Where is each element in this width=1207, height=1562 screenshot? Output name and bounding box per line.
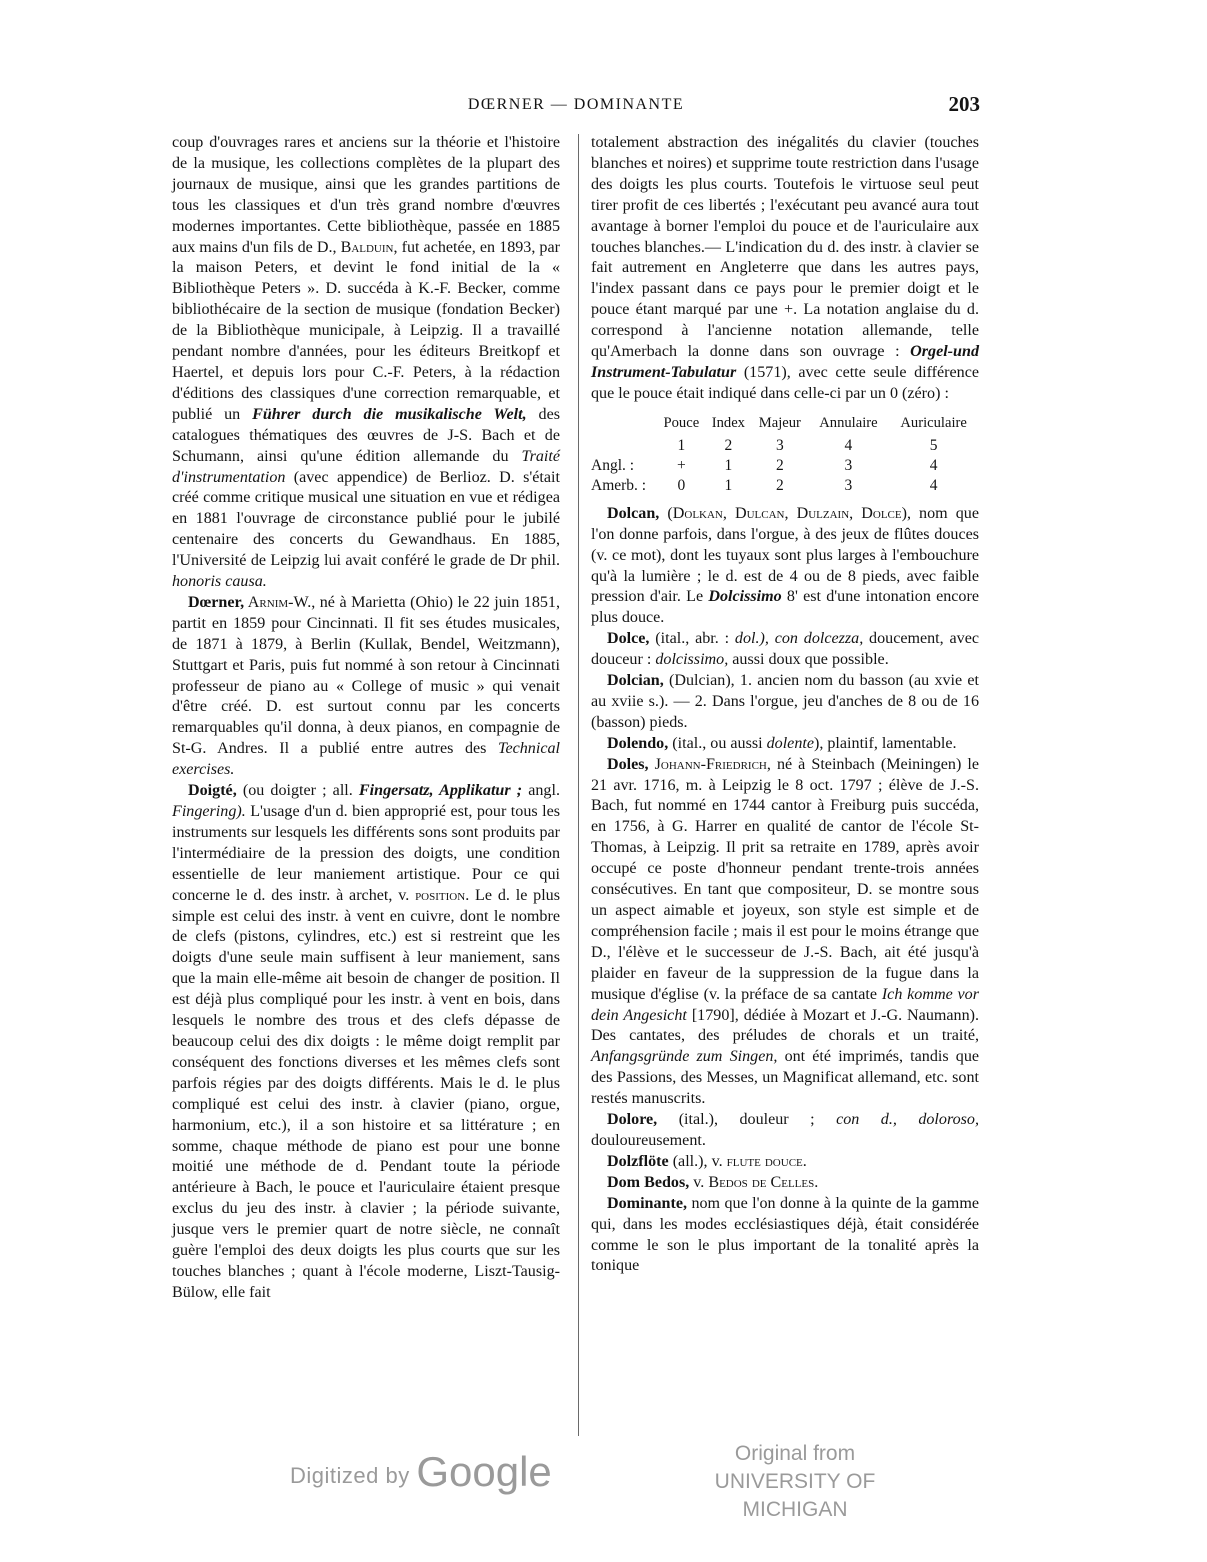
work-title: Führer durch die musikalische Welt,	[252, 405, 527, 423]
variant-names: (Dolkan, Dulcan, Dulzain, Dolce)	[659, 504, 907, 522]
entry-text: v.	[689, 1173, 709, 1191]
table-row	[591, 456, 979, 476]
entry-text: aussi doux que possible.	[728, 651, 889, 669]
row-label	[591, 436, 657, 456]
table-cell: 3	[775, 436, 784, 454]
entry-continuation	[591, 133, 979, 405]
table-cell: 2	[775, 456, 784, 474]
google-wordmark: Google	[416, 1448, 552, 1495]
entry-text: , fut achetée, en 1893, par la maison Peters, et devint le fond initial de la « Bibliothèque Peters ». D. succéda à K.-F. Becker, comme bibliothécaire de la section de musique (fondation Becker) de la Bibliothèque municipale, à Leipzig. Il a travaillé pendant nombre d'années, pour les éditeurs Breitkopf et Haertel, et depuis lors pour C.-F. Peters, à la rédaction d'éditions des classiques d'une correction remarquable, et publié un	[172, 238, 560, 423]
entry-text: 8' est d'une intonation encore plus douce.	[591, 588, 979, 627]
table-cell: 3	[844, 476, 853, 494]
original-from-notice	[660, 1440, 930, 1524]
term: dolente	[766, 734, 814, 752]
entry-text: L'usage d'un d. bien approprié est, pour tous les instruments sur lesquels les différents sons sont produits par l'intermédiaire de la pression des doigts, une condition essentielle de leur maniement artistique. Pour ce qui concerne le d. des instr. à archet, v.	[172, 803, 560, 904]
entry-text: (Dulcian), 1. ancien nom du basson (au xvie et au xviie s.). — 2. Dans l'orgue, jeu d'anches de 8 ou de 16 (basson) pieds.	[591, 672, 979, 731]
entry-text: . Le d. le plus simple est celui des instr. à vent en cuivre, dont le nombre de clefs (pistons, cylindres, etc.) est si restreint que les doigts d'une seule main suffisent à leur maniement, sans que la main elle-même ait besoin de changer de position. Il est déjà plus compliqué pour les instr. à vent en bois, dans lesquels le nombre des trous et des clefs dépasse de beaucoup celui des dix doigts : le même doigt remplit par conséquent des fonctions diverses et les mêmes clefs sont parfois régies par des doigts différents. Mais le d. le plus compliqué est celui des instr. à clavier (piano, orgue, harmonium, etc.), il a son histoire et sa littérature ; en somme, chaque méthode de piano est pour une bonne moitié une méthode de d. Pendant toute la période antérieure à Bach, le pouce et l'auriculaire étaient presque exclus du jeu des instr. à clavier ; la période suivante, jusque vers le premier quart de notre siècle, ne connaît guère l'emploi des deux doigts les plus courts que sur les touches blanches ; quant à l'école moderne, Liszt-Tausig-Bülow, elle fait	[172, 886, 560, 1301]
table-cell: 4	[929, 456, 938, 474]
table-cell: 0	[677, 476, 686, 494]
row-label: Angl. :	[591, 456, 635, 474]
entry-dolce	[591, 629, 979, 671]
entry-dolcan	[591, 504, 979, 629]
entry-text: .	[802, 1152, 807, 1170]
entry-text: doucement, avec douceur :	[591, 630, 979, 669]
entry-text: (ou doigter ; all.	[236, 782, 359, 800]
entry-text: angl.	[522, 782, 560, 800]
entry-text: (ital.), douleur ;	[657, 1111, 837, 1129]
person-name: Johann-Friedrich	[648, 755, 767, 773]
table-cell: 1	[724, 476, 733, 494]
work-title: Traité d'instrumentation	[172, 447, 560, 486]
headword: Dœrner,	[188, 593, 245, 611]
headword: Doles,	[607, 755, 649, 773]
entry-text: nom que l'on donne à la quinte de la gamme qui, dans les modes ecclésiastiques déjà, était considérée comme le son le plus important de la tonalité après la tonique	[591, 1194, 979, 1275]
entry-text: ont été imprimés, tandis que des Passions, des Messes, un Magnificat allemand, etc. sont restés manuscrits.	[591, 1048, 980, 1108]
table-header-cell: Pouce	[663, 414, 700, 431]
university-name: UNIVERSITY OF MICHIGAN	[714, 1470, 876, 1521]
entry-text: (1571), avec cette seule différence que le pouce était indiqué dans celle-ci par un 0 (zéro) :	[591, 363, 979, 402]
table-cell: 1	[724, 456, 733, 474]
cross-reference: position	[415, 886, 466, 904]
term: dolcissimo,	[655, 651, 729, 669]
table-cell: 1	[677, 436, 686, 454]
entry-continuation	[172, 133, 560, 593]
headword: Dom Bedos,	[607, 1173, 690, 1191]
left-column	[172, 133, 560, 1304]
headword: Doigté,	[188, 782, 237, 800]
table-header-cell: Auriculaire	[900, 414, 967, 431]
foreign-term: Fingering).	[172, 803, 246, 820]
term: con d., doloroso,	[836, 1111, 979, 1129]
headword: Dominante,	[607, 1194, 688, 1212]
term: con dolcezza,	[774, 630, 864, 648]
original-from-label: Original from	[734, 1442, 856, 1465]
page-number: 203	[948, 92, 980, 116]
row-label: Amerb. :	[591, 476, 647, 494]
table-cell: 3	[844, 456, 853, 474]
entry-doerner	[172, 593, 560, 781]
headword: Dolendo,	[607, 734, 669, 752]
work-title: Orgel-und Instrument-Tabulatur	[591, 343, 979, 381]
entry-dolendo	[591, 734, 979, 755]
table-cell: 2	[724, 436, 733, 454]
entry-dom-bedos	[591, 1173, 979, 1194]
person-name: Arnim-W.	[244, 593, 312, 611]
headword: Dolzflöte	[607, 1152, 669, 1170]
table-cell: 4	[929, 476, 938, 494]
headword: Dolore,	[607, 1111, 658, 1129]
work-title: Anfangsgründe zum Singen,	[591, 1048, 778, 1066]
entry-text: des catalogues thématiques des œuvres de J-S. Bach et de Schumann, ainsi qu'une édition allemande du	[172, 405, 560, 465]
table-cell: +	[676, 456, 686, 474]
entry-text: coup d'ouvrages rares et anciens sur la théorie et l'histoire de la musique, les collections complètes de la plupart des journaux de musique, ainsi que les grandes partitions de tous les classiques et d'un très grand nombre d'œuvres modernes importantes. Cette bibliothèque, passée en 1885 aux mains d'un fils de D.,	[172, 134, 560, 256]
table-row	[591, 436, 979, 456]
entry-text: , né à Steinbach (Meiningen) le 21 avr. 1716, m. à Leipzig le 8 oct. 1797 ; élève de J.-S. Bach, fut nommé en 1744 cantor à Freiburg puis succéda, en 1756, à G. Harrer en qualité de cantor de l'école St-Thomas, à Leipzig. Il prit sa retraite en 1789, après avoir occupé ce poste d'honneur pendant trente-trois années consécutives. En tant que compositeur, D. se montre sous un aspect aimable et joyeux, son style est simple et de compréhension facile ; mais il est pour le moins étrange que D., l'élève et le successeur de J.-S. Bach, ait été jusqu'à plaider en faveur de la suppression de la fugue dans la musique d'église (v. la préface de sa cantate	[591, 755, 980, 1003]
right-column	[591, 133, 979, 1277]
entry-text: (avec appendice) de Berlioz. D. s'était créé comme critique musical une situation en vue et rédigea en 1881 l'ouvrage de circonstance publié pour le jubilé centenaire des concerts du Gewandhaus. En 1885, l'Université de Leipzig lui avait conféré le grade de Dr phil.	[172, 468, 560, 570]
table-cell: 4	[844, 436, 853, 454]
entry-dolore	[591, 1110, 979, 1152]
entry-doles	[591, 755, 979, 1110]
table-cell: 5	[929, 436, 938, 454]
work-title: Ich komme vor dein Angesicht	[591, 985, 979, 1024]
table-header-cell: Index	[711, 414, 745, 431]
cross-reference: Bedos de Celles	[708, 1173, 815, 1191]
fingering-table	[591, 413, 979, 496]
latin-phrase: honoris causa.	[172, 573, 267, 591]
entry-text: .	[814, 1173, 819, 1191]
entry-text: ), plaintif, lamentable.	[813, 734, 957, 752]
table-row	[591, 476, 979, 496]
table-header-cell: Annulaire	[819, 414, 878, 431]
person-name: Balduin	[340, 238, 394, 256]
table-header-cell: Majeur	[758, 414, 801, 431]
term: Dolcissimo	[708, 588, 782, 606]
entry-text: (all.), v.	[668, 1152, 727, 1170]
column-divider	[578, 134, 579, 1436]
entry-doigte	[172, 781, 560, 1304]
cross-reference: flute douce	[726, 1152, 803, 1170]
headword: Dolcian,	[607, 672, 664, 690]
running-head: DŒRNER — DOMINANTE	[467, 96, 685, 113]
entry-dolzflote	[591, 1152, 979, 1173]
entry-text: (ital., ou aussi	[668, 734, 767, 752]
digitized-by-google	[290, 1448, 552, 1496]
headword: Dolce,	[607, 630, 650, 648]
foreign-term: Fingersatz, Applikatur ;	[358, 782, 523, 800]
table-header-row	[591, 413, 979, 436]
abbreviation: dol.),	[734, 630, 769, 648]
headword: Dolcan,	[607, 504, 660, 522]
page-header	[172, 92, 980, 122]
work-title: Technical exercises.	[172, 740, 560, 779]
entry-text: , né à Marietta (Ohio) le 22 juin 1851, partit en 1859 pour Cincinnati. Il fit ses études musicales, de 1871 à 1879, à Berlin (Kullak, Bendel, Weitzmann), Stuttgart et Paris, puis fut nommé à son retour à Cincinnati professeur de piano au « College of music » qui venait d'être créé. D. est surtout connu par les concerts remarquables qu'il donna, à deux pianos, en compagnie de St-G. Andres. Il a publié entre autres des	[172, 593, 561, 758]
entry-text: [1790], dédiée à Mozart et J.-G. Naumann). Des cantates, des préludes de chorals et un traité,	[591, 1006, 980, 1045]
entry-text: , nom que l'on donne parfois, dans l'orgue, à des jeux de flûtes douces (v. ce mot), dont les tuyaux sont plus larges à l'embouchure qu'à la lumière ; le d. est de 4 ou de 8 pieds, avec faible pression d'air. Le	[591, 504, 979, 606]
entry-text: douloureusement.	[591, 1131, 706, 1149]
entry-text: totalement abstraction des inégalités du clavier (touches blanches et noires) et supprime toute restriction dans l'usage des doigts les plus courts. Toutefois le virtuose seul peut tirer profit de ces libertés ; l'exécutant peu avancé aura tout avantage à borner l'emploi du pouce et de l'auriculaire aux touches blanches.— L'indication du d. des instr. à clavier se fait autrement en Angleterre que dans les autres pays, l'index passant dans ce pays pour le premier doigt et le pouce étant marqué par une +. La notation anglaise du d. correspond à l'ancienne notation allemande, telle qu'Amerbach la donne dans son ouvrage :	[591, 134, 979, 361]
table-cell: 2	[775, 476, 784, 494]
entry-text: (ital., abr. :	[649, 630, 735, 648]
digitized-label: Digitized by	[290, 1463, 410, 1488]
entry-dolcian	[591, 671, 979, 734]
entry-dominante	[591, 1194, 979, 1278]
digitization-watermark	[0, 1440, 1207, 1521]
